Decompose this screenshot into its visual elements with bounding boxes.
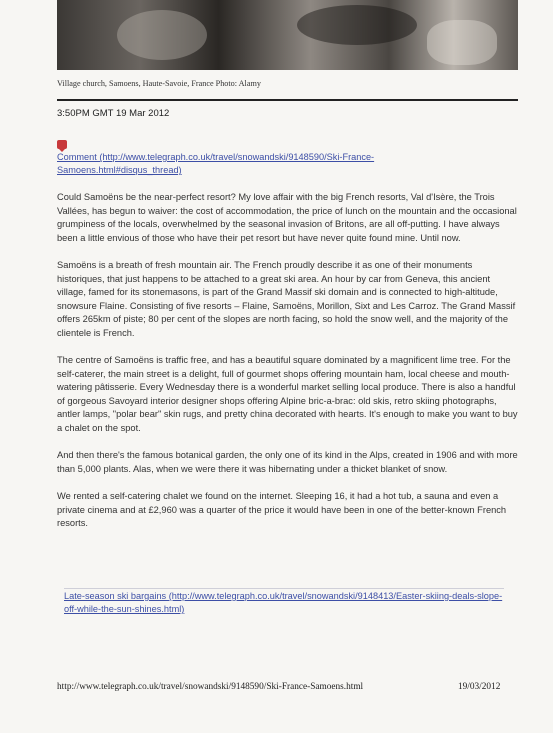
- publish-timestamp: 3:50PM GMT 19 Mar 2012: [57, 108, 170, 119]
- article-paragraph: Samoëns is a breath of fresh mountain air. The French proudly describe it as one of their monuments historiques, that just happens to be attached to a great ski area. An hour by car from Geneva, this ancient village, famed for its stonemasons, is part of the Grand Massif ski domain and is connected to high-altitude, snowsure Flaine. Consisting of five resorts – Flaine, Samoëns, Morillon, Sixt and Les Carroz. The Grand Massif offers 265km of piste; 80 per cent of the slopes are north facing, so hold the snow well, and the majority of the clientele is French.: [57, 260, 516, 338]
- footer-url: http://www.telegraph.co.uk/travel/snowandski/9148590/Ski-France-Samoens.html: [57, 682, 364, 692]
- article-paragraph: And then there's the famous botanical garden, the only one of its kind in the Alps, created in 1906 and with more than 5,000 plants. Alas, when we were there it was hibernating under a thicket blanket of snow.: [57, 450, 518, 474]
- photo-detail: [297, 5, 417, 45]
- photo-caption: Village church, Samoens, Haute-Savoie, France Photo: Alamy: [57, 79, 261, 88]
- article-photo: [57, 0, 518, 70]
- article-paragraph: We rented a self-catering chalet we found on the internet. Sleeping 16, it had a hot tub, a sauna and even a private cinema and at £2,960 was a quarter of the price it would have been in one of the better-known French resorts.: [57, 491, 507, 528]
- comment-link[interactable]: Comment (http://www.telegraph.co.uk/travel/snowandski/9148590/Ski-France-Samoens.html#disqus_thread): [57, 152, 375, 175]
- photo-detail: [427, 20, 497, 65]
- article-paragraph: The centre of Samoëns is traffic free, and has a beautiful square dominated by a magnificent lime tree. For the self-caterer, the main street is a delight, full of gourmet shops offering mountain ham, local cheese and mouth-watering pâtisserie. Every Wednesday there is a wonderful market selling local produce. There is also a handful of gorgeous Savoyard interior designer shops offering Alpine bric-a-brac: old skis, retro skiing photographs, antler lamps, "polar bear" skin rugs, and pretty china decorated with hearts. It's enough to make you want to buy a chalet on the spot.: [57, 355, 518, 433]
- article-paragraph: Could Samoëns be the near-perfect resort? My love affair with the big French resorts, Val d'Isère, the Trois Vallées, has begun to waiver: the cost of accommodation, the price of lunch on the mountain and the occasional grumpiness of the locals, overwhelmed by the seasonal invasion of Britons, are all off-putting. I have always been a little envious of those who have their pet resort but have never quite found mine. Until now.: [57, 192, 517, 243]
- footer-date: 19/03/2012: [458, 682, 501, 692]
- header-divider: [57, 99, 518, 101]
- related-article-link[interactable]: Late-season ski bargains (http://www.telegraph.co.uk/travel/snowandski/9148413/Easter-skiing-deals-slope-off-while-the-sun-shines.html): [64, 588, 504, 616]
- comment-icon[interactable]: [57, 140, 67, 149]
- photo-detail: [117, 10, 207, 60]
- article-body: [57, 191, 519, 545]
